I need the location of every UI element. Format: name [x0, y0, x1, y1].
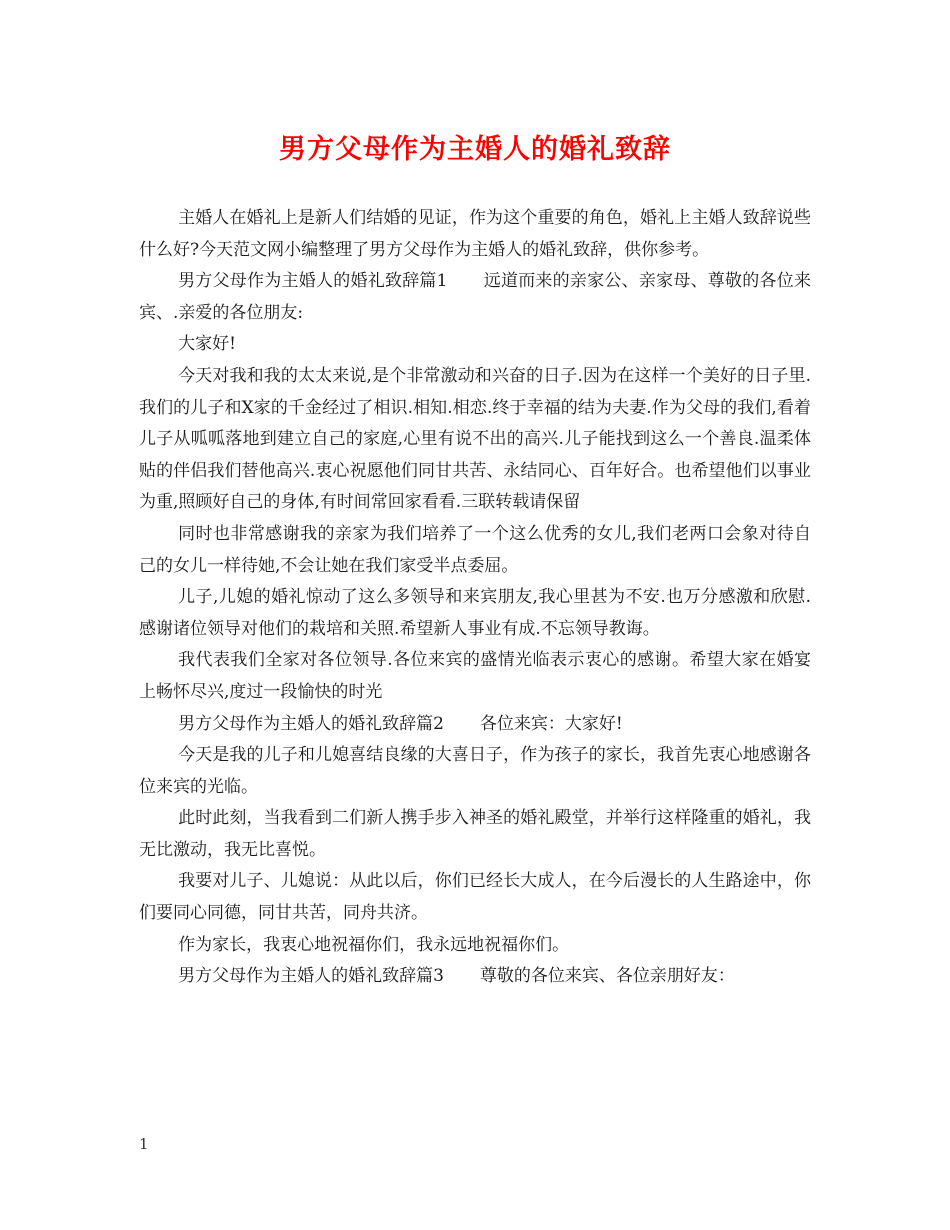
- paragraph-greeting: 大家好!: [178, 334, 236, 355]
- document-title: 男方父母作为主婚人的婚礼致辞: [279, 134, 671, 165]
- paragraph-body: 作为家长，我衷心地祝福你们，我永远地祝福你们。: [178, 934, 570, 955]
- paragraph-section-3-heading: 男方父母作为主婚人的婚礼致辞篇3 尊敬的各位来宾、各位亲朋好友：: [178, 966, 735, 987]
- section-heading: 男方父母作为主婚人的婚礼致辞篇3: [178, 966, 444, 987]
- paragraph-body: 今天对我和我的太太来说,是个非常激动和兴奋的日子.因为在这样一个美好的日子里.我们的儿子和X家的千金经过了相识.相知.相恋.终于幸福的结为夫妻.作为父母的我们,看着儿子从呱呱落地到建立自己的家庭,心里有说不出的高兴.儿子能找到这么一个善良.温柔体贴的伴侣我们替他高兴.衷心祝愿他们同甘共苦、永结同心、百年好合。也希望他们以事业为重,照顾好自己的身体,有时间常回家看看.三联转载请保留: [139, 365, 811, 513]
- paragraph-body: 我代表我们全家对各位领导.各位来宾的盛情光临表示衷心的感谢。希望大家在婚宴上畅怀尽兴,度过一段愉快的时光: [139, 650, 811, 702]
- section-heading: 男方父母作为主婚人的婚礼致辞篇2: [178, 713, 444, 734]
- paragraph-section-2-heading: 男方父母作为主婚人的婚礼致辞篇2 各位来宾：大家好!: [178, 713, 623, 734]
- page-number: 1: [139, 1135, 149, 1153]
- paragraph-body: 我要对儿子、儿媳说：从此以后，你们已经长大成人，在今后漫长的人生路途中，你们要同心同德，同甘共苦，同舟共济。: [139, 871, 811, 924]
- document-body: [139, 203, 811, 993]
- paragraph-body: 此时此刻，当我看到二们新人携手步入神圣的婚礼殿堂，并举行这样隆重的婚礼，我无比激动，我无比喜悦。: [139, 808, 811, 860]
- paragraph-intro: 主婚人在婚礼上是新人们结婚的见证，作为这个重要的角色，婚礼上主婚人致辞说些什么好?今天范文网小编整理了男方父母作为主婚人的婚礼致辞，供你参考。: [139, 208, 811, 260]
- paragraph-body: 今天是我的儿子和儿媳喜结良缘的大喜日子，作为孩子的家长，我首先衷心地感谢各位来宾的光临。: [139, 745, 811, 797]
- section-heading: 男方父母作为主婚人的婚礼致辞篇1: [178, 271, 448, 292]
- paragraph-body: 儿子,儿媳的婚礼惊动了这么多领导和来宾朋友,我心里甚为不安.也万分感激和欣慰.感谢诸位领导对他们的栽培和关照.希望新人事业有成.不忘领导教诲。: [139, 587, 811, 639]
- paragraph-body: 同时也非常感谢我的亲家为我们培养了一个这么优秀的女儿,我们老两口会象对待自己的女儿一样待她,不会让她在我们家受半点委屈。: [139, 523, 811, 576]
- paragraph-section-1-heading: 男方父母作为主婚人的婚礼致辞篇1 远道而来的亲家公、亲家母、尊敬的各位来宾、.亲爱的各位朋友:: [139, 271, 811, 323]
